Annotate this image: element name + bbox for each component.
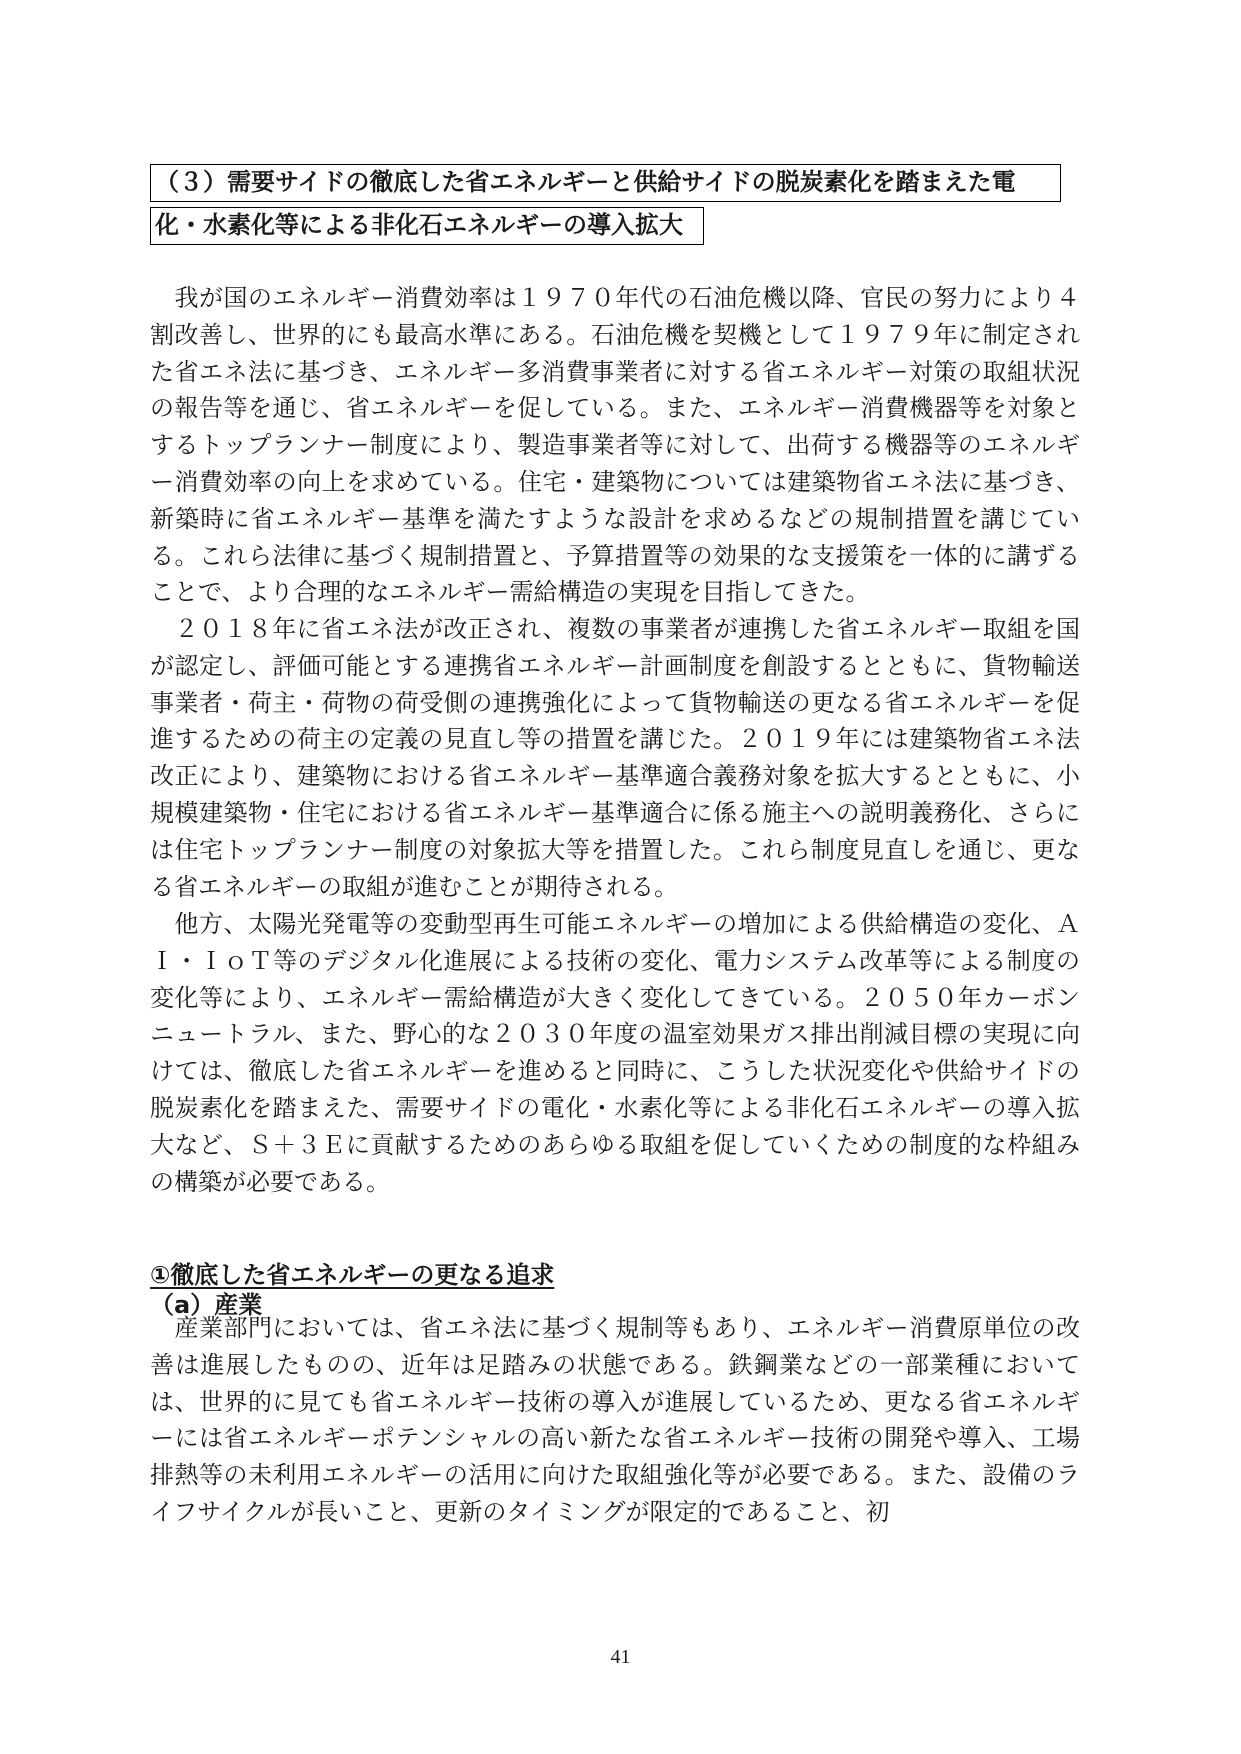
section-heading-text-1: （３）需要サイドの徹底した省エネルギーと供給サイドの脱炭素化を踏まえた電 xyxy=(155,168,1016,196)
paragraph-text: 産業部門においては、省エネ法に基づく規制等もあり、エネルギー消費原単位の改善は進展したものの、近年は足踏みの状態である。鉄鋼業などの一部業種においては、世界的に見ても省エネルギー技術の導入が進展しているため、更なる省エネルギーには省エネルギーポテンシャルの高い新たな省エネルギー技術の開発や導入、工場排熱等の未利用エネルギーの活用に向けた取組強化等が必要である。また、設備のライフサイクルが長いこと、更新のタイミングが限定的であること、初 xyxy=(150,1314,1080,1526)
body-paragraph xyxy=(150,906,1080,1200)
paragraph-text: 他方、太陽光発電等の変動型再生可能エネルギーの増加による供給構造の変化、ＡＩ・ＩｏＴ等のデジタル化進展による技術の変化、電力システム改革等による制度の変化等により、エネルギー需給構造が大きく変化してきている。２０５０年カーボンニュートラル、また、野心的な２０３０年度の温室効果ガス排出削減目標の実現に向けては、徹底した省エネルギーを進めると同時に、こうした状況変化や供給サイドの脱炭素化を踏まえた、需要サイドの電化・水素化等による非化石エネルギーの導入拡大など、Ｓ＋３Ｅに貢献するためのあらゆる取組を促していくための制度的な枠組みの構築が必要である。 xyxy=(150,910,1080,1196)
paragraph-text: ２０１８年に省エネ法が改正され、複数の事業者が連携した省エネルギー取組を国が認定し、評価可能とする連携省エネルギー計画制度を創設するとともに、貨物輸送事業者・荷主・荷物の荷受側の連携強化によって貨物輸送の更なる省エネルギーを促進するための荷主の定義の見直し等の措置を講じた。２０１９年には建築物省エネ法改正により、建築物における省エネルギー基準適合義務対象を拡大するとともに、小規模建築物・住宅における省エネルギー基準適合に係る施主への説明義務化、さらには住宅トップランナー制度の対象拡大等を措置した。これら制度見直しを通じ、更なる省エネルギーの取組が進むことが期待される。 xyxy=(150,615,1080,901)
subsection-heading: ①徹底した省エネルギーの更なる追求 xyxy=(150,1261,555,1289)
page-number: 41 xyxy=(610,1646,631,1668)
body-paragraph xyxy=(150,611,1080,905)
body-paragraph xyxy=(150,1310,1080,1531)
section-heading-text-2: 化・水素化等による非化石エネルギーの導入拡大 xyxy=(155,211,683,239)
paragraph-text: 我が国のエネルギー消費効率は１９７０年代の石油危機以降、官民の努力により４割改善し、世界的にも最高水準にある。石油危機を契機として１９７９年に制定された省エネ法に基づき、エネルギー多消費事業者に対する省エネルギー対策の取組状況の報告等を通じ、省エネルギーを促している。また、エネルギー消費機器等を対象とするトップランナー制度により、製造事業者等に対して、出荷する機器等のエネルギー消費効率の向上を求めている。住宅・建築物については建築物省エネ法に基づき、新築時に省エネルギー基準を満たすような設計を求めるなどの規制措置を講じている。これら法律に基づく規制措置と、予算措置等の効果的な支援策を一体的に講ずることで、より合理的なエネルギー需給構造の実現を目指してきた。 xyxy=(150,284,1080,607)
body-paragraph xyxy=(150,280,1080,611)
section-heading-line-1 xyxy=(150,164,1061,202)
section-heading-line-2 xyxy=(150,207,704,245)
item-heading: （a）産業 xyxy=(150,1291,263,1319)
